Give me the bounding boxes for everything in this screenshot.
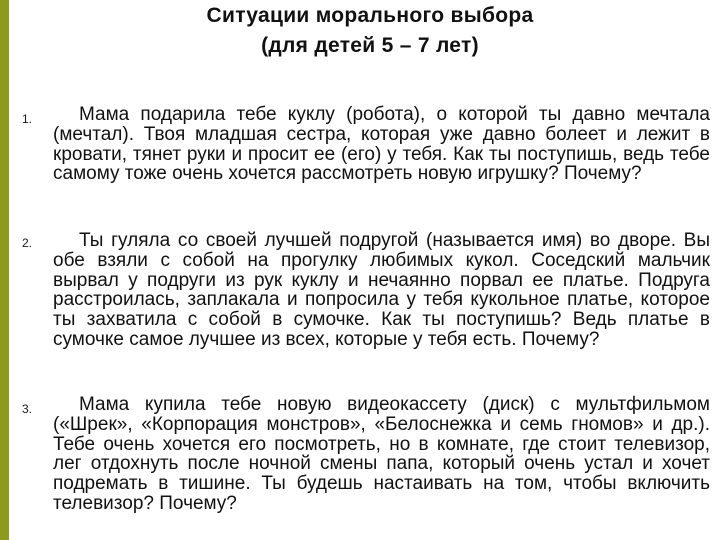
list-item-text-1: Мама подарила тебе куклу (робота), о которой ты давно мечтала (мечтал). Твоя младшая сестра, которая уже давно болеет и лежит в кровати, тянет руки и просит ее (его) у тебя. Как ты поступишь, ведь тебе самому тоже очень хочется рассмотреть новую игрушку? Почему?	[53, 104, 710, 185]
list-item-text-3: Мама купила тебе новую видеокассету (диск) с мультфильмом («Шрек», «Корпорация монстров», «Белоснежка и семь гномов» и др.). Тебе очень хочется его посмотреть, но в комнате, где стоит телевизор, лег отдохнуть после ночной смены папа, который очень устал и хочет подремать в тишине. Ты будешь настаивать на том, чтобы включить телевизор? Почему?	[53, 394, 710, 514]
list-item-number-2: 2.	[22, 236, 33, 250]
list-item-text-2: Ты гуляла со своей лучшей подругой (называется имя) во дворе. Вы обе взяли с собой на прогулку любимых кукол. Соседский мальчик вырвал у подруги из рук куклу и нечаянно порвал ее платье. Подруга расстроилась, заплакала и попросила у тебя кукольное платье, которое ты захватила с собой в сумочке. Как ты поступишь? Ведь платье в сумочке самое лучшее из всех, которые у тебя есть. Почему?	[53, 230, 710, 350]
page-subtitle: (для детей 5 – 7 лет)	[261, 34, 479, 57]
list-item-number-3: 3.	[22, 402, 33, 416]
page-title: Ситуации морального выбора	[206, 4, 534, 27]
list-item-number-1: 1.	[22, 112, 33, 126]
accent-bar	[0, 0, 9, 540]
